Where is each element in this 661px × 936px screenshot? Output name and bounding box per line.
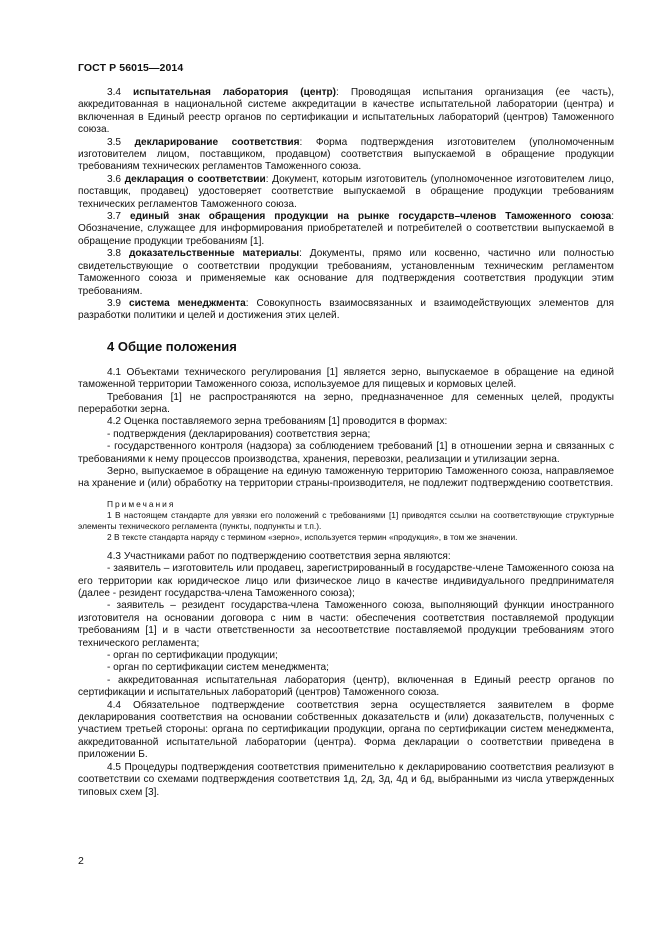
- term-3-5: 3.5 декларирование соответствия: Форма подтверждения изготовителем (уполномоченным изготовителем лицом, поставщиком, продавцом) соответствия выпускаемой в обращение продукции требованиям технических регламентов Таможенного союза.: [78, 136, 615, 173]
- list-item: - государственного контроля (надзора) за соблюдением требований [1] в отношении зерна и связанных с требованиями к нему процессов производства, хранения, перевозки, реализации и утилизации зерна.: [78, 441, 614, 465]
- term-name: система менеджмента: [128, 297, 246, 309]
- term-3-7: 3.7 единый знак обращения продукции на рынке государств–членов Таможенного союза: Обозначение, служащее для информирования приобретателей и потребителей о соответствии выпускаемой в обращение продукции требованиям [1].: [78, 211, 614, 247]
- term-3-9: 3.9 система менеджмента: Совокупность взаимосвязанных и взаимодействующих элементов для разработки политики и целей и достижения этих целей.: [78, 297, 614, 322]
- note-1: 1 В настоящем стандарте для увязки его положений с требованиями [1] приводятся ссылки на соответствующие структурные элементы технического регламента (пункты, подпункты и т.п.).: [78, 509, 614, 531]
- notes-block: [78, 499, 614, 543]
- paragraph-4-3: 4.3 Участниками работ по подтверждению соответствия зерна являются:: [107, 550, 451, 562]
- list-item: - орган по сертификации продукции;: [107, 650, 278, 662]
- term-name: единый знак обращения продукции на рынке государств–членов Таможенного союза: [130, 211, 612, 223]
- paragraph-4-1-cont: Требования [1] не распространяются на зерно, предназначенное для семенных целей, продукты переработки зерна.: [78, 391, 614, 415]
- note-2: 2 В тексте стандарта наряду с термином «зерно», используется термин «продукция», в том же значении.: [107, 531, 518, 542]
- term-name: декларирование соответствия: [134, 136, 300, 148]
- paragraph-4-1: 4.1 Объектами технического регулирования [1] является зерно, выпускаемое в обращение на единой таможенной территории Таможенного союза, используемое для пищевых и кормовых целей.: [78, 366, 614, 391]
- list-item: - заявитель – резидент государства-члена Таможенного союза, выполняющий функции иностранного изготовителя на основании договора с ним в части: обеспечения соответствия поставляемой продукции требованиям [1] и в части ответственности за несоответствие поставляемой продукции требованиям этого технического регламента;: [78, 600, 614, 649]
- list-item: - заявитель – изготовитель или продавец, зарегистрированный в государстве-члене Таможенного союза на его территории как юридическое лицо или физическое лицо в качестве индивидуального предпринимателя (далее - резидент государства-члена Таможенного союза);: [78, 563, 614, 599]
- page-number: 2: [78, 855, 84, 867]
- list-item: - аккредитованная испытательная лаборатория (центр), включенная в Единый реестр органов по сертификации и испытательных лабораторий (центров) Таможенного союза.: [78, 674, 614, 699]
- list-item: - орган по сертификации систем менеджмента;: [107, 662, 329, 674]
- paragraph-4-4: 4.4 Обязательное подтверждение соответствия зерна осуществляется заявителем в форме декларирования соответствия на основании собственных доказательств и (или) доказательств, полученных с участием третьей стороны: органа по сертификации продукции, органа по сертификации систем менеджмента, аккредитованной испытательной лаборатории (центра). Форма декларации о соответствии приведена в приложении Б.: [78, 699, 614, 761]
- notes-title: Примечания: [107, 498, 176, 509]
- term-name: доказательственные материалы: [128, 248, 300, 260]
- paragraph-4-2: 4.2 Оценка поставляемого зерна требованиям [1] проводится в формах:: [107, 416, 448, 428]
- document-header: ГОСТ Р 56015—2014: [78, 62, 184, 74]
- list-item: - подтверждения (декларирования) соответствия зерна;: [107, 428, 371, 440]
- section-title: 4 Общие положения: [107, 338, 237, 354]
- paragraph-4-2-last: Зерно, выпускаемое в обращение на единую таможенную территорию Таможенного союза, направляемое на хранение и (или) обработку на территории страны-производителя, не подлежит подтверждению соответствия.: [78, 465, 614, 490]
- document-body: [78, 87, 614, 799]
- paragraph-4-5: 4.5 Процедуры подтверждения соответствия применительно к декларированию соответствия реализуют в соответствии со схемами подтверждения соответствия 1д, 2д, 3д, 4д и 6д, выбранными из числа утвержденных типовых схем [3].: [78, 761, 614, 798]
- term-3-6: 3.6 декларация о соответствии: Документ, которым изготовитель (уполномоченное изготовителем лицо, поставщик, продавец) удостоверяет соответствие выпускаемой в обращение продукции требованиям технических регламентов Таможенного союза.: [78, 173, 615, 210]
- term-3-8: 3.8 доказательственные материалы: Документы, прямо или косвенно, частично или полностью свидетельствующие о соответствии продукции требованиям, установленным техническим регламентом Таможенного союза и применяемые как основание для подтверждения соответствия продукции этим требованиям.: [78, 248, 614, 297]
- term-name: испытательная лаборатория (центр): [133, 87, 337, 98]
- term-3-4: 3.4 испытательная лаборатория (центр): Проводящая испытания организация (ее часть), аккредитованная в национальной системе аккредитации в качестве испытательной лаборатории (центра) и включенная в Единый реестр органов по сертификации и испытательных лабораторий (центров) Таможенного союза.: [78, 87, 614, 136]
- term-name: декларация о соответствии: [124, 173, 266, 185]
